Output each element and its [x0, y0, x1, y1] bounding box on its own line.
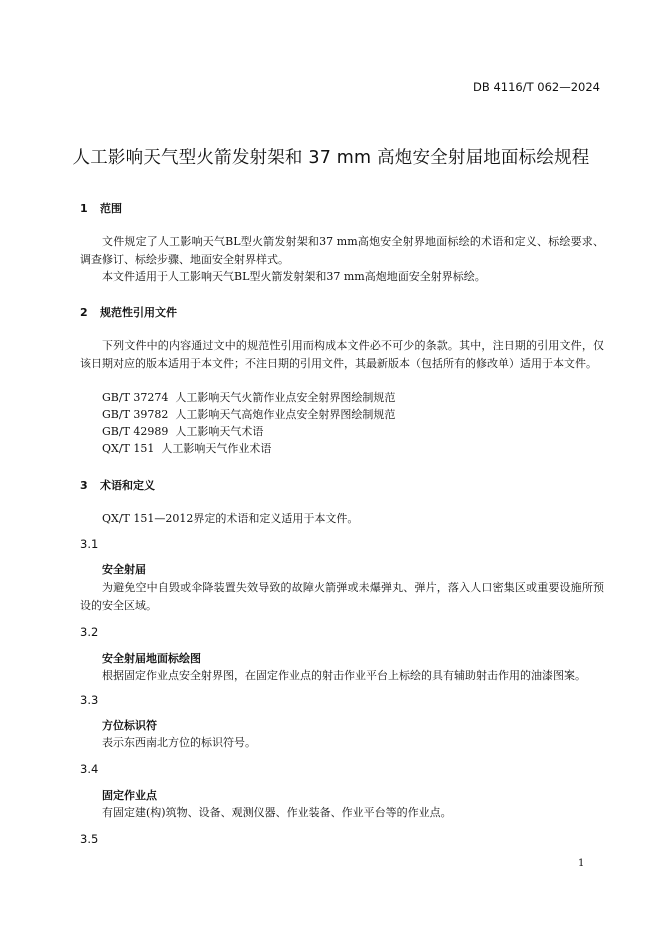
- document-title: 人工影响天气型火箭发射架和 37 mm 高炮安全射届地面标绘规程: [72, 148, 590, 168]
- reference-code: QX/T 151: [102, 442, 155, 455]
- scope-paragraph-1: 文件规定了人工影响天气BL型火箭发射架和37 mm高炮安全射界地面标绘的术语和定义、标绘要求、调查修订、标绘步骤、地面安全射界样式。: [80, 235, 604, 266]
- section-heading-terms: [80, 477, 155, 493]
- term-name: 安全射届: [102, 563, 146, 576]
- normative-intro: 下列文件中的内容通过文中的规范性引用而构成本文件必不可少的条款。其中，注日期的引用文件，仅该日期对应的版本适用于本文件；不注日期的引用文件，其最新版本（包括所有的修改单）适用于本文件。: [80, 339, 604, 370]
- reference-name: 人工影响天气作业术语: [161, 442, 272, 455]
- reference-code: GB/T 37274: [102, 391, 169, 404]
- term-name: 方位标识符: [102, 719, 157, 732]
- term-number: 3.3: [80, 693, 99, 707]
- term-definition: 根据固定作业点安全射界图，在固定作业点的射击作业平台上标绘的具有辅助射击作用的油漆图案。: [102, 669, 586, 682]
- page-number: 1: [578, 858, 585, 869]
- term-number: 3.1: [80, 537, 99, 551]
- scope-paragraph-2: 本文件适用于人工影响天气BL型火箭发射架和37 mm高炮地面安全射界标绘。: [102, 270, 486, 283]
- section-heading-scope: [80, 200, 122, 216]
- section-title: 术语和定义: [100, 479, 155, 492]
- section-heading-normative: [80, 304, 177, 320]
- reference-item: [102, 440, 271, 458]
- reference-name: 人工影响天气高炮作业点安全射界图绘制规范: [175, 408, 396, 421]
- reference-name: 人工影响天气术语: [175, 425, 264, 438]
- term-definition: 有固定建(构)筑物、设备、观测仪器、作业装备、作业平台等的作业点。: [102, 806, 452, 819]
- section-title: 规范性引用文件: [100, 306, 177, 319]
- section-number: 2: [80, 306, 88, 319]
- term-definition: 表示东西南北方位的标识符号。: [102, 736, 256, 749]
- reference-name: 人工影响天气火箭作业点安全射界图绘制规范: [175, 391, 396, 404]
- section-title: 范围: [100, 202, 122, 215]
- reference-code: GB/T 42989: [102, 425, 169, 438]
- section-number: 3: [80, 479, 88, 492]
- term-number: 3.5: [80, 832, 99, 846]
- reference-item: [102, 423, 263, 441]
- reference-item: [102, 389, 395, 407]
- term-number: 3.2: [80, 625, 99, 639]
- term-definition: 为避免空中自毁或伞降装置失效导致的故障火箭弹或未爆弹丸、弹片，落入人口密集区或重要设施所预设的安全区域。: [80, 581, 604, 612]
- reference-code: GB/T 39782: [102, 408, 169, 421]
- section-number: 1: [80, 202, 88, 215]
- reference-item: [102, 406, 395, 424]
- terms-intro: QX/T 151—2012界定的术语和定义适用于本文件。: [102, 512, 359, 525]
- term-name: 固定作业点: [102, 789, 157, 802]
- document-number: DB 4116/T 062—2024: [473, 80, 600, 94]
- term-number: 3.4: [80, 762, 99, 776]
- term-name: 安全射届地面标绘图: [102, 652, 201, 665]
